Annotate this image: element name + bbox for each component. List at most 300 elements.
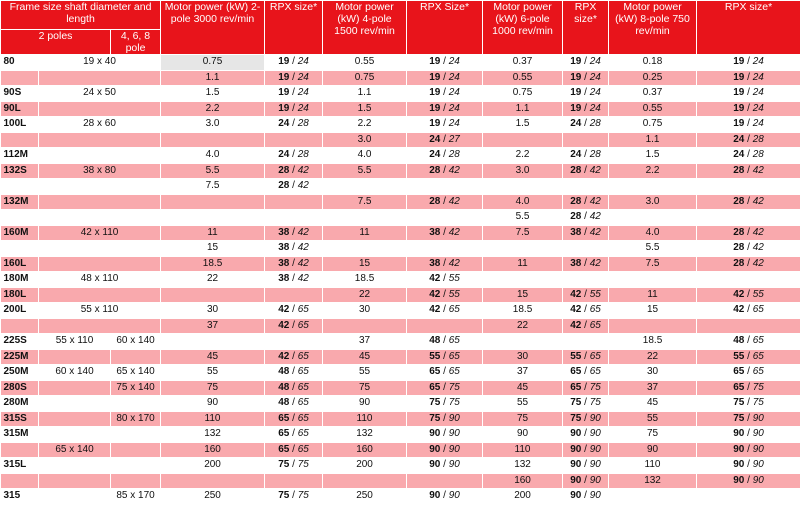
table-row xyxy=(1,163,800,179)
rpx-2pole-cell: 65 / 65 xyxy=(265,411,323,427)
rpx-2pole-cell: 24 / 28 xyxy=(265,117,323,133)
motor-2pole-cell: 1.5 xyxy=(161,86,265,102)
rpx-2pole-cell: 28 / 42 xyxy=(265,179,323,195)
shaft-2pole-cell xyxy=(39,396,111,412)
motor-6pole-cell: 1.5 xyxy=(483,117,563,133)
rpx-4pole-cell: 24 / 27 xyxy=(407,132,483,148)
shaft-2pole-cell xyxy=(39,458,111,474)
rpx-6pole-cell xyxy=(563,272,609,288)
shaft-2pole-cell: 65 x 140 xyxy=(39,442,111,458)
motor-2pole-cell: 5.5 xyxy=(161,163,265,179)
header-motor-4pole: Motor power (kW) 4-pole 1500 rev/min xyxy=(323,1,407,55)
motor-6pole-cell: 5.5 xyxy=(483,210,563,226)
motor-2pole-cell: 110 xyxy=(161,411,265,427)
motor-6pole-cell: 22 xyxy=(483,318,563,334)
motor-8pole-cell: 0.37 xyxy=(609,86,697,102)
shaft-2pole-cell: 55 x 110 xyxy=(39,334,111,350)
motor-4pole-cell: 4.0 xyxy=(323,148,407,164)
motor-6pole-cell: 15 xyxy=(483,287,563,303)
rpx-6pole-cell: 24 / 28 xyxy=(563,148,609,164)
motor-8pole-cell: 2.2 xyxy=(609,163,697,179)
shaft-2pole-cell xyxy=(39,427,111,443)
table-row xyxy=(1,380,800,396)
header-468-poles: 4, 6, 8 pole xyxy=(111,30,161,55)
frame-size-cell: 180M xyxy=(1,272,39,288)
frame-size-cell: 132S xyxy=(1,163,39,179)
table-row xyxy=(1,132,800,148)
table-row xyxy=(1,210,800,226)
motor-4pole-cell: 3.0 xyxy=(323,132,407,148)
motor-8pole-cell: 37 xyxy=(609,380,697,396)
rpx-6pole-cell: 65 / 75 xyxy=(563,380,609,396)
motor-8pole-cell: 132 xyxy=(609,473,697,489)
motor-6pole-cell: 55 xyxy=(483,396,563,412)
rpx-6pole-cell: 75 / 90 xyxy=(563,411,609,427)
table-body xyxy=(1,55,800,505)
rpx-8pole-cell xyxy=(697,272,800,288)
frame-size-cell: 160L xyxy=(1,256,39,272)
rpx-6pole-cell: 65 / 65 xyxy=(563,365,609,381)
shaft-468pole-cell xyxy=(111,427,161,443)
rpx-6pole-cell: 42 / 55 xyxy=(563,287,609,303)
rpx-8pole-cell: 90 / 90 xyxy=(697,427,800,443)
shaft-size-cell xyxy=(39,256,161,272)
motor-8pole-cell: 45 xyxy=(609,396,697,412)
frame-size-cell xyxy=(1,442,39,458)
motor-4pole-cell: 250 xyxy=(323,489,407,505)
motor-6pole-cell: 110 xyxy=(483,442,563,458)
motor-8pole-cell xyxy=(609,272,697,288)
frame-size-cell xyxy=(1,210,39,226)
table-row xyxy=(1,411,800,427)
rpx-2pole-cell: 38 / 42 xyxy=(265,241,323,257)
rpx-8pole-cell: 28 / 42 xyxy=(697,194,800,210)
rpx-4pole-cell: 19 / 24 xyxy=(407,101,483,117)
motor-6pole-cell: 75 xyxy=(483,411,563,427)
shaft-size-cell xyxy=(39,101,161,117)
motor-2pole-cell: 160 xyxy=(161,442,265,458)
motor-4pole-cell: 15 xyxy=(323,256,407,272)
motor-4pole-cell xyxy=(323,318,407,334)
rpx-2pole-cell xyxy=(265,334,323,350)
table-row xyxy=(1,225,800,241)
motor-2pole-cell: 75 xyxy=(161,380,265,396)
rpx-8pole-cell: 90 / 90 xyxy=(697,473,800,489)
rpx-2pole-cell: 38 / 42 xyxy=(265,225,323,241)
frame-size-cell xyxy=(1,70,39,86)
table-row xyxy=(1,318,800,334)
rpx-6pole-cell: 28 / 42 xyxy=(563,194,609,210)
rpx-4pole-cell xyxy=(407,210,483,226)
shaft-468pole-cell xyxy=(111,396,161,412)
rpx-2pole-cell: 38 / 42 xyxy=(265,272,323,288)
rpx-4pole-cell: 42 / 55 xyxy=(407,287,483,303)
motor-2pole-cell: 3.0 xyxy=(161,117,265,133)
table-row xyxy=(1,272,800,288)
frame-size-cell: 225S xyxy=(1,334,39,350)
motor-8pole-cell: 18.5 xyxy=(609,334,697,350)
motor-4pole-cell: 90 xyxy=(323,396,407,412)
motor-6pole-cell: 30 xyxy=(483,349,563,365)
motor-2pole-cell xyxy=(161,210,265,226)
rpx-6pole-cell: 90 / 90 xyxy=(563,473,609,489)
rpx-4pole-cell: 28 / 42 xyxy=(407,194,483,210)
shaft-size-cell xyxy=(39,148,161,164)
rpx-6pole-cell xyxy=(563,132,609,148)
header-rpx-2pole: RPX size* xyxy=(265,1,323,55)
rpx-4pole-cell: 75 / 75 xyxy=(407,396,483,412)
motor-2pole-cell: 30 xyxy=(161,303,265,319)
shaft-size-cell: 48 x 110 xyxy=(39,272,161,288)
motor-2pole-cell: 11 xyxy=(161,225,265,241)
header-motor-8pole: Motor power (kW) 8-pole 750 rev/min xyxy=(609,1,697,55)
shaft-size-cell: 42 x 110 xyxy=(39,225,161,241)
rpx-8pole-cell: 65 / 65 xyxy=(697,365,800,381)
rpx-4pole-cell: 42 / 65 xyxy=(407,303,483,319)
motor-4pole-cell: 2.2 xyxy=(323,117,407,133)
rpx-2pole-cell: 75 / 75 xyxy=(265,489,323,505)
rpx-2pole-cell: 65 / 65 xyxy=(265,442,323,458)
rpx-6pole-cell: 24 / 28 xyxy=(563,117,609,133)
motor-6pole-cell: 37 xyxy=(483,365,563,381)
motor-6pole-cell: 1.1 xyxy=(483,101,563,117)
motor-2pole-cell xyxy=(161,132,265,148)
rpx-4pole-cell: 90 / 90 xyxy=(407,489,483,505)
rpx-8pole-cell xyxy=(697,210,800,226)
shaft-468pole-cell: 60 x 140 xyxy=(111,334,161,350)
table-row xyxy=(1,194,800,210)
rpx-8pole-cell: 90 / 90 xyxy=(697,442,800,458)
rpx-8pole-cell: 42 / 65 xyxy=(697,303,800,319)
rpx-4pole-cell: 65 / 65 xyxy=(407,365,483,381)
motor-8pole-cell: 7.5 xyxy=(609,256,697,272)
rpx-4pole-cell: 42 / 55 xyxy=(407,272,483,288)
motor-2pole-cell: 1.1 xyxy=(161,70,265,86)
motor-8pole-cell: 0.75 xyxy=(609,117,697,133)
rpx-8pole-cell: 24 / 28 xyxy=(697,132,800,148)
table-row xyxy=(1,427,800,443)
rpx-4pole-cell: 24 / 28 xyxy=(407,148,483,164)
rpx-2pole-cell xyxy=(265,287,323,303)
rpx-2pole-cell xyxy=(265,194,323,210)
table-row xyxy=(1,256,800,272)
frame-size-cell: 132M xyxy=(1,194,39,210)
rpx-2pole-cell: 48 / 65 xyxy=(265,365,323,381)
table-row xyxy=(1,458,800,474)
motor-8pole-cell: 75 xyxy=(609,427,697,443)
shaft-size-cell xyxy=(39,70,161,86)
rpx-4pole-cell: 28 / 42 xyxy=(407,163,483,179)
motor-6pole-cell: 200 xyxy=(483,489,563,505)
motor-8pole-cell: 55 xyxy=(609,411,697,427)
frame-size-cell: 280S xyxy=(1,380,39,396)
rpx-4pole-cell xyxy=(407,241,483,257)
motor-6pole-cell xyxy=(483,179,563,195)
motor-2pole-cell: 7.5 xyxy=(161,179,265,195)
table-row xyxy=(1,70,800,86)
shaft-size-cell xyxy=(39,287,161,303)
motor-6pole-cell: 0.75 xyxy=(483,86,563,102)
table-row xyxy=(1,55,800,71)
header-rpx-4pole: RPX Size* xyxy=(407,1,483,55)
motor-4pole-cell: 0.75 xyxy=(323,70,407,86)
shaft-468pole-cell xyxy=(111,473,161,489)
frame-size-cell: 315S xyxy=(1,411,39,427)
rpx-8pole-cell: 24 / 28 xyxy=(697,148,800,164)
shaft-2pole-cell xyxy=(39,473,111,489)
shaft-2pole-cell xyxy=(39,411,111,427)
shaft-2pole-cell xyxy=(39,349,111,365)
table-row xyxy=(1,287,800,303)
motor-4pole-cell: 45 xyxy=(323,349,407,365)
table-row xyxy=(1,334,800,350)
motor-8pole-cell: 15 xyxy=(609,303,697,319)
rpx-6pole-cell: 90 / 90 xyxy=(563,489,609,505)
motor-4pole-cell: 37 xyxy=(323,334,407,350)
motor-2pole-cell xyxy=(161,194,265,210)
header-2-poles: 2 poles xyxy=(1,30,111,55)
motor-6pole-cell: 90 xyxy=(483,427,563,443)
table-row xyxy=(1,489,800,505)
motor-2pole-cell xyxy=(161,334,265,350)
rpx-6pole-cell: 42 / 65 xyxy=(563,303,609,319)
shaft-size-cell: 55 x 110 xyxy=(39,303,161,319)
motor-6pole-cell: 4.0 xyxy=(483,194,563,210)
shaft-2pole-cell xyxy=(39,489,111,505)
shaft-size-cell: 38 x 80 xyxy=(39,163,161,179)
rpx-2pole-cell xyxy=(265,473,323,489)
motor-4pole-cell xyxy=(323,210,407,226)
rpx-6pole-cell: 19 / 24 xyxy=(563,86,609,102)
rpx-4pole-cell: 75 / 90 xyxy=(407,411,483,427)
frame-size-cell xyxy=(1,318,39,334)
motor-8pole-cell: 110 xyxy=(609,458,697,474)
rpx-4pole-cell: 65 / 75 xyxy=(407,380,483,396)
motor-2pole-cell: 15 xyxy=(161,241,265,257)
rpx-6pole-cell: 28 / 42 xyxy=(563,163,609,179)
motor-8pole-cell: 0.55 xyxy=(609,101,697,117)
rpx-2pole-cell: 48 / 65 xyxy=(265,396,323,412)
rpx-6pole-cell: 19 / 24 xyxy=(563,70,609,86)
motor-8pole-cell xyxy=(609,489,697,505)
frame-size-cell: 90S xyxy=(1,86,39,102)
motor-4pole-cell: 18.5 xyxy=(323,272,407,288)
motor-2pole-cell: 250 xyxy=(161,489,265,505)
motor-4pole-cell xyxy=(323,179,407,195)
rpx-6pole-cell: 90 / 90 xyxy=(563,442,609,458)
table-row xyxy=(1,442,800,458)
rpx-4pole-cell xyxy=(407,179,483,195)
rpx-8pole-cell: 28 / 42 xyxy=(697,256,800,272)
motor-2pole-cell: 18.5 xyxy=(161,256,265,272)
frame-size-cell: 112M xyxy=(1,148,39,164)
shaft-468pole-cell xyxy=(111,458,161,474)
motor-6pole-cell xyxy=(483,132,563,148)
rpx-4pole-cell: 19 / 24 xyxy=(407,70,483,86)
motor-4pole-cell xyxy=(323,241,407,257)
motor-6pole-cell: 18.5 xyxy=(483,303,563,319)
motor-2pole-cell: 37 xyxy=(161,318,265,334)
shaft-468pole-cell: 75 x 140 xyxy=(111,380,161,396)
frame-size-cell xyxy=(1,473,39,489)
motor-6pole-cell xyxy=(483,334,563,350)
rpx-4pole-cell: 90 / 90 xyxy=(407,442,483,458)
rpx-2pole-cell: 19 / 24 xyxy=(265,55,323,71)
shaft-size-cell xyxy=(39,179,161,195)
rpx-2pole-cell: 38 / 42 xyxy=(265,256,323,272)
header-frame-size: Frame size shaft diameter and length xyxy=(1,1,161,30)
rpx-8pole-cell xyxy=(697,318,800,334)
shaft-size-cell xyxy=(39,241,161,257)
motor-6pole-cell: 11 xyxy=(483,256,563,272)
rpx-6pole-cell: 42 / 65 xyxy=(563,318,609,334)
rpx-2pole-cell: 19 / 24 xyxy=(265,86,323,102)
motor-8pole-cell: 0.25 xyxy=(609,70,697,86)
motor-6pole-cell: 45 xyxy=(483,380,563,396)
rpx-8pole-cell: 19 / 24 xyxy=(697,86,800,102)
rpx-2pole-cell: 19 / 24 xyxy=(265,70,323,86)
motor-2pole-cell: 45 xyxy=(161,349,265,365)
table-row xyxy=(1,117,800,133)
motor-8pole-cell: 1.5 xyxy=(609,148,697,164)
motor-8pole-cell: 4.0 xyxy=(609,225,697,241)
motor-4pole-cell: 160 xyxy=(323,442,407,458)
shaft-size-cell xyxy=(39,210,161,226)
table-row xyxy=(1,148,800,164)
shaft-468pole-cell: 80 x 170 xyxy=(111,411,161,427)
frame-size-cell: 315M xyxy=(1,427,39,443)
motor-8pole-cell xyxy=(609,318,697,334)
frame-size-cell: 315L xyxy=(1,458,39,474)
motor-2pole-cell: 90 xyxy=(161,396,265,412)
motor-4pole-cell: 110 xyxy=(323,411,407,427)
shaft-size-cell: 19 x 40 xyxy=(39,55,161,71)
rpx-4pole-cell: 48 / 65 xyxy=(407,334,483,350)
table-row xyxy=(1,349,800,365)
motor-2pole-cell: 2.2 xyxy=(161,101,265,117)
rpx-4pole-cell: 38 / 42 xyxy=(407,256,483,272)
rpx-8pole-cell: 65 / 75 xyxy=(697,380,800,396)
rpx-6pole-cell xyxy=(563,179,609,195)
rpx-6pole-cell: 19 / 24 xyxy=(563,101,609,117)
header-motor-6pole: Motor power (kW) 6-pole 1000 rev/min xyxy=(483,1,563,55)
rpx-4pole-cell: 90 / 90 xyxy=(407,427,483,443)
motor-8pole-cell: 3.0 xyxy=(609,194,697,210)
rpx-4pole-cell: 19 / 24 xyxy=(407,86,483,102)
rpx-2pole-cell: 24 / 28 xyxy=(265,148,323,164)
rpx-6pole-cell: 38 / 42 xyxy=(563,256,609,272)
frame-size-cell: 250M xyxy=(1,365,39,381)
table-row xyxy=(1,365,800,381)
rpx-4pole-cell: 38 / 42 xyxy=(407,225,483,241)
motor-4pole-cell: 7.5 xyxy=(323,194,407,210)
header-rpx-6pole: RPX size* xyxy=(563,1,609,55)
motor-4pole-cell: 55 xyxy=(323,365,407,381)
shaft-2pole-cell: 60 x 140 xyxy=(39,365,111,381)
motor-4pole-cell: 75 xyxy=(323,380,407,396)
shaft-size-cell: 24 x 50 xyxy=(39,86,161,102)
table-row xyxy=(1,86,800,102)
motor-2pole-cell: 55 xyxy=(161,365,265,381)
motor-2pole-cell: 132 xyxy=(161,427,265,443)
shaft-size-cell xyxy=(39,318,161,334)
rpx-2pole-cell: 19 / 24 xyxy=(265,101,323,117)
motor-6pole-cell: 0.55 xyxy=(483,70,563,86)
shaft-468pole-cell: 85 x 170 xyxy=(111,489,161,505)
rpx-4pole-cell: 19 / 24 xyxy=(407,117,483,133)
motor-2pole-cell xyxy=(161,473,265,489)
motor-4pole-cell: 11 xyxy=(323,225,407,241)
frame-size-cell: 315 xyxy=(1,489,39,505)
rpx-4pole-cell: 19 / 24 xyxy=(407,55,483,71)
frame-size-cell xyxy=(1,132,39,148)
frame-size-cell: 180L xyxy=(1,287,39,303)
table-row xyxy=(1,241,800,257)
frame-size-cell xyxy=(1,179,39,195)
rpx-6pole-cell: 28 / 42 xyxy=(563,210,609,226)
rpx-8pole-cell: 28 / 42 xyxy=(697,225,800,241)
motor-6pole-cell xyxy=(483,241,563,257)
motor-8pole-cell: 5.5 xyxy=(609,241,697,257)
rpx-8pole-cell: 19 / 24 xyxy=(697,55,800,71)
rpx-8pole-cell xyxy=(697,179,800,195)
motor-2pole-cell: 4.0 xyxy=(161,148,265,164)
motor-8pole-cell xyxy=(609,210,697,226)
motor-8pole-cell xyxy=(609,179,697,195)
motor-2pole-cell: 0.75 xyxy=(161,55,265,71)
motor-6pole-cell: 7.5 xyxy=(483,225,563,241)
motor-6pole-cell: 2.2 xyxy=(483,148,563,164)
motor-6pole-cell: 160 xyxy=(483,473,563,489)
rpx-6pole-cell: 90 / 90 xyxy=(563,427,609,443)
rpx-2pole-cell: 65 / 65 xyxy=(265,427,323,443)
rpx-6pole-cell: 38 / 42 xyxy=(563,225,609,241)
rpx-8pole-cell: 19 / 24 xyxy=(697,70,800,86)
rpx-2pole-cell: 42 / 65 xyxy=(265,303,323,319)
rpx-8pole-cell: 19 / 24 xyxy=(697,101,800,117)
rpx-8pole-cell: 48 / 65 xyxy=(697,334,800,350)
rpx-2pole-cell: 42 / 65 xyxy=(265,349,323,365)
motor-4pole-cell: 0.55 xyxy=(323,55,407,71)
rpx-8pole-cell: 55 / 65 xyxy=(697,349,800,365)
motor-8pole-cell: 0.18 xyxy=(609,55,697,71)
header-rpx-8pole: RPX size* xyxy=(697,1,800,55)
motor-8pole-cell: 30 xyxy=(609,365,697,381)
motor-4pole-cell: 132 xyxy=(323,427,407,443)
motor-6pole-cell: 0.37 xyxy=(483,55,563,71)
motor-4pole-cell xyxy=(323,473,407,489)
rpx-4pole-cell: 55 / 65 xyxy=(407,349,483,365)
table-row xyxy=(1,303,800,319)
rpx-4pole-cell: 90 / 90 xyxy=(407,458,483,474)
rpx-8pole-cell: 75 / 75 xyxy=(697,396,800,412)
frame-size-cell: 280M xyxy=(1,396,39,412)
rpx-6pole-cell: 90 / 90 xyxy=(563,458,609,474)
motor-8pole-cell: 90 xyxy=(609,442,697,458)
motor-2pole-cell: 22 xyxy=(161,272,265,288)
header-motor-2pole: Motor power (kW) 2-pole 3000 rev/min xyxy=(161,1,265,55)
table-row xyxy=(1,396,800,412)
frame-size-cell: 225M xyxy=(1,349,39,365)
table-row xyxy=(1,473,800,489)
rpx-2pole-cell: 48 / 65 xyxy=(265,380,323,396)
rpx-8pole-cell: 28 / 42 xyxy=(697,241,800,257)
motor-4pole-cell: 1.1 xyxy=(323,86,407,102)
frame-size-cell: 80 xyxy=(1,55,39,71)
frame-size-cell: 160M xyxy=(1,225,39,241)
frame-size-cell xyxy=(1,241,39,257)
motor-8pole-cell: 11 xyxy=(609,287,697,303)
